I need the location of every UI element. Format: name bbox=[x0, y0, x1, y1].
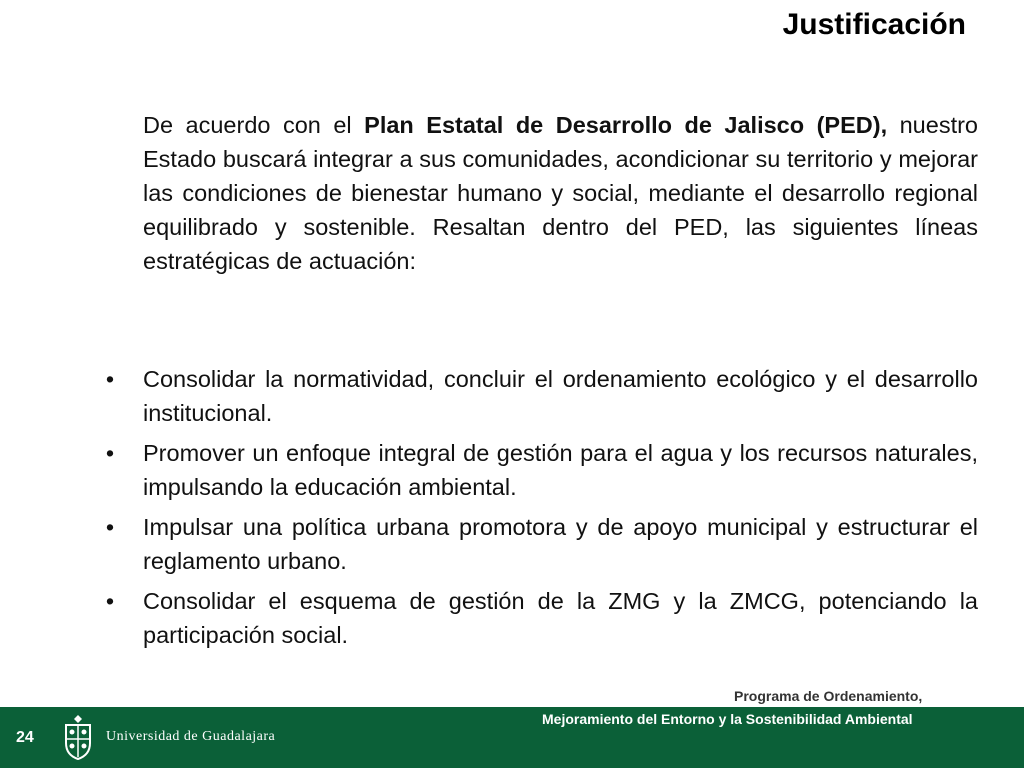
bullet-icon: • bbox=[105, 366, 115, 392]
list-item bbox=[100, 584, 978, 652]
bullet-list bbox=[100, 362, 978, 658]
intro-pre: De acuerdo con el bbox=[143, 112, 365, 138]
footer-bar bbox=[0, 707, 1024, 768]
list-item-text: Consolidar la normatividad, concluir el ordenamiento ecológico y el desarrollo institucional. bbox=[143, 366, 978, 426]
university-crest-icon bbox=[60, 713, 96, 761]
list-item-text: Promover un enfoque integral de gestión para el agua y los recursos naturales, impulsando la educación ambiental. bbox=[143, 440, 978, 500]
intro-post: nuestro Estado buscará integrar a sus comunidades, acondicionar su territorio y mejorar las condiciones de bienestar humano y social, mediante el desarrollo regional equilibrado y sostenible. Resaltan dentro del PED, las siguientes líneas estratégicas de actuación: bbox=[143, 112, 978, 274]
list-item bbox=[100, 362, 978, 430]
slide-title: Justificación bbox=[782, 8, 966, 41]
intro-bold: Plan Estatal de Desarrollo de Jalisco (PED), bbox=[364, 112, 888, 138]
bullet-icon: • bbox=[105, 514, 115, 540]
list-item bbox=[100, 436, 978, 504]
intro-block bbox=[143, 108, 978, 278]
list-item-text: Consolidar el esquema de gestión de la ZMG y la ZMCG, potenciando la participación social. bbox=[143, 588, 978, 648]
list-item bbox=[100, 510, 978, 578]
intro-paragraph bbox=[143, 108, 978, 278]
program-title-line1: Programa de Ordenamiento, bbox=[734, 688, 923, 704]
bullet-icon: • bbox=[105, 440, 115, 466]
university-name: Universidad de Guadalajara bbox=[106, 729, 276, 744]
list-item-text: Impulsar una política urbana promotora y de apoyo municipal y estructurar el reglamento urbano. bbox=[143, 514, 978, 574]
program-title-line2: Mejoramiento del Entorno y la Sostenibilidad Ambiental bbox=[542, 711, 913, 727]
bullet-icon: • bbox=[105, 588, 115, 614]
page-number: 24 bbox=[16, 729, 34, 746]
